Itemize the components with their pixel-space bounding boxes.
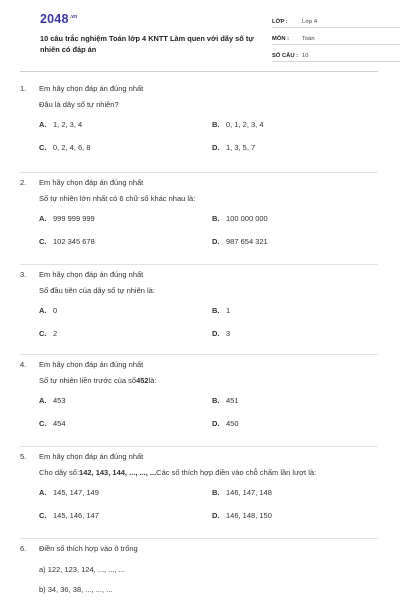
option-text: 1 — [226, 306, 231, 315]
option-letter: C. — [39, 329, 47, 338]
question-prompt: Em hãy chọn đáp án đúng nhất — [39, 83, 144, 93]
question-text: Số tự nhiên lớn nhất có 6 chữ số khác nhau là: — [39, 193, 196, 203]
question-number: 2. — [20, 177, 27, 187]
question-prompt: Điền số thích hợp vào ô trống — [39, 543, 138, 553]
meta-value: Toán — [302, 36, 315, 42]
fill-in-line[interactable]: b) 34, 36, 38, ..., ..., ... — [39, 584, 113, 594]
meta-label: LỚP : — [272, 19, 288, 25]
answer-options — [20, 299, 378, 345]
fill-in-line[interactable]: a) 122, 123, 124, ..., ..., ... — [39, 564, 125, 574]
option-text: 145, 147, 149 — [53, 488, 99, 497]
option-text: 146, 147, 148 — [226, 488, 272, 497]
answer-option[interactable] — [212, 113, 378, 136]
option-letter: A. — [39, 396, 47, 405]
answer-options — [20, 113, 378, 159]
question-text-bold: 452 — [136, 375, 149, 385]
answer-option[interactable] — [212, 481, 378, 504]
answer-option[interactable] — [39, 299, 212, 322]
site-logo[interactable] — [40, 12, 77, 26]
meta-row-grade — [272, 14, 400, 28]
option-letter: D. — [212, 511, 220, 520]
question-number: 4. — [20, 359, 27, 369]
option-text: 2 — [53, 329, 58, 338]
option-letter: A. — [39, 214, 47, 223]
answer-option[interactable] — [39, 412, 212, 435]
option-letter: C. — [39, 419, 47, 428]
question-prompt: Em hãy chọn đáp án đúng nhất — [39, 451, 144, 461]
option-text: 3 — [226, 329, 231, 338]
option-letter: B. — [212, 120, 220, 129]
option-text: 454 — [53, 419, 66, 428]
option-letter: B. — [212, 306, 220, 315]
option-text: 0 — [53, 306, 58, 315]
meta-value: 10 — [302, 53, 309, 59]
question-prompt: Em hãy chọn đáp án đúng nhất — [39, 177, 144, 187]
option-letter: B. — [212, 214, 220, 223]
page-title: 10 câu trắc nghiệm Toán lớp 4 KNTT Làm quen với dãy số tự nhiên có đáp án — [40, 34, 254, 54]
question-head — [20, 267, 378, 281]
question-number: 5. — [20, 451, 27, 461]
option-text: 0, 1, 2, 3, 4 — [226, 120, 264, 129]
question-text-part: Số tự nhiên liền trước của số — [39, 375, 137, 385]
question-item — [20, 265, 378, 355]
question-text: Đâu là dãy số tự nhiên? — [39, 99, 119, 109]
option-text: 102 345 678 — [53, 237, 95, 246]
answer-option[interactable] — [212, 207, 378, 230]
option-text: 145, 146, 147 — [53, 511, 99, 520]
answer-options — [20, 389, 378, 435]
question-text — [20, 371, 378, 389]
option-letter: B. — [212, 488, 220, 497]
answer-option[interactable] — [39, 113, 212, 136]
option-letter: D. — [212, 329, 220, 338]
option-letter: D. — [212, 143, 220, 152]
answer-option[interactable] — [39, 504, 212, 527]
answer-option[interactable] — [212, 389, 378, 412]
answer-option[interactable] — [212, 136, 378, 159]
question-head — [20, 541, 378, 555]
option-letter: D. — [212, 237, 220, 246]
answer-option[interactable] — [212, 504, 378, 527]
header-divider — [20, 71, 378, 72]
question-prompt: Em hãy chọn đáp án đúng nhất — [39, 269, 144, 279]
option-text: 450 — [226, 419, 239, 428]
question-item — [20, 539, 378, 599]
answer-option[interactable] — [212, 299, 378, 322]
answer-options — [20, 207, 378, 253]
answer-option[interactable] — [39, 136, 212, 159]
option-text: 0, 2, 4, 6, 8 — [53, 143, 91, 152]
question-item — [20, 81, 378, 173]
question-text-bold: 142, 143, 144, ..., ..., ... — [79, 467, 157, 477]
option-letter: A. — [39, 120, 47, 129]
logo-text: 2048 — [40, 12, 69, 26]
meta-row-count — [272, 48, 400, 62]
question-text: Số đầu tiên của dãy số tự nhiên là: — [39, 285, 155, 295]
option-letter: B. — [212, 396, 220, 405]
question-item — [20, 447, 378, 539]
option-text: 453 — [53, 396, 66, 405]
answer-option[interactable] — [39, 322, 212, 345]
meta-label: SỐ CÂU : — [272, 53, 299, 59]
question-head — [20, 175, 378, 189]
question-text — [20, 463, 378, 481]
meta-info — [272, 14, 400, 65]
answer-option[interactable] — [39, 481, 212, 504]
option-text: 100 000 000 — [226, 214, 268, 223]
question-prompt: Em hãy chọn đáp án đúng nhất — [39, 359, 144, 369]
option-letter: A. — [39, 488, 47, 497]
question-text-part: Cho dãy số: — [39, 467, 80, 477]
option-text: 1, 2, 3, 4 — [53, 120, 83, 129]
answer-options — [20, 481, 378, 527]
option-text: 451 — [226, 396, 239, 405]
option-text: 146, 148, 150 — [226, 511, 272, 520]
question-item — [20, 355, 378, 447]
question-number: 6. — [20, 543, 27, 553]
logo-suffix: .vn — [69, 13, 78, 20]
question-text-part: Các số thích hợp điền vào chỗ chấm lần lượt là: — [156, 467, 317, 477]
option-letter: A. — [39, 306, 47, 315]
answer-option[interactable] — [39, 207, 212, 230]
meta-row-subject — [272, 31, 400, 45]
question-number: 1. — [20, 83, 27, 93]
answer-option[interactable] — [212, 230, 378, 253]
question-list — [20, 81, 378, 599]
option-letter: C. — [39, 511, 47, 520]
option-text: 999 999 999 — [53, 214, 95, 223]
question-head — [20, 81, 378, 95]
question-item — [20, 173, 378, 265]
answer-option[interactable] — [212, 322, 378, 345]
option-text: 1, 3, 5, 7 — [226, 143, 256, 152]
question-head — [20, 357, 378, 371]
header — [20, 0, 378, 66]
option-text: 987 654 321 — [226, 237, 268, 246]
meta-label: MÔN : — [272, 36, 290, 42]
question-head — [20, 449, 378, 463]
option-letter: D. — [212, 419, 220, 428]
meta-value: Lớp 4 — [302, 19, 318, 25]
answer-option[interactable] — [39, 389, 212, 412]
question-text-part: là: — [148, 375, 157, 385]
option-letter: C. — [39, 237, 47, 246]
answer-option[interactable] — [212, 412, 378, 435]
option-letter: C. — [39, 143, 47, 152]
answer-option[interactable] — [39, 230, 212, 253]
question-number: 3. — [20, 269, 27, 279]
